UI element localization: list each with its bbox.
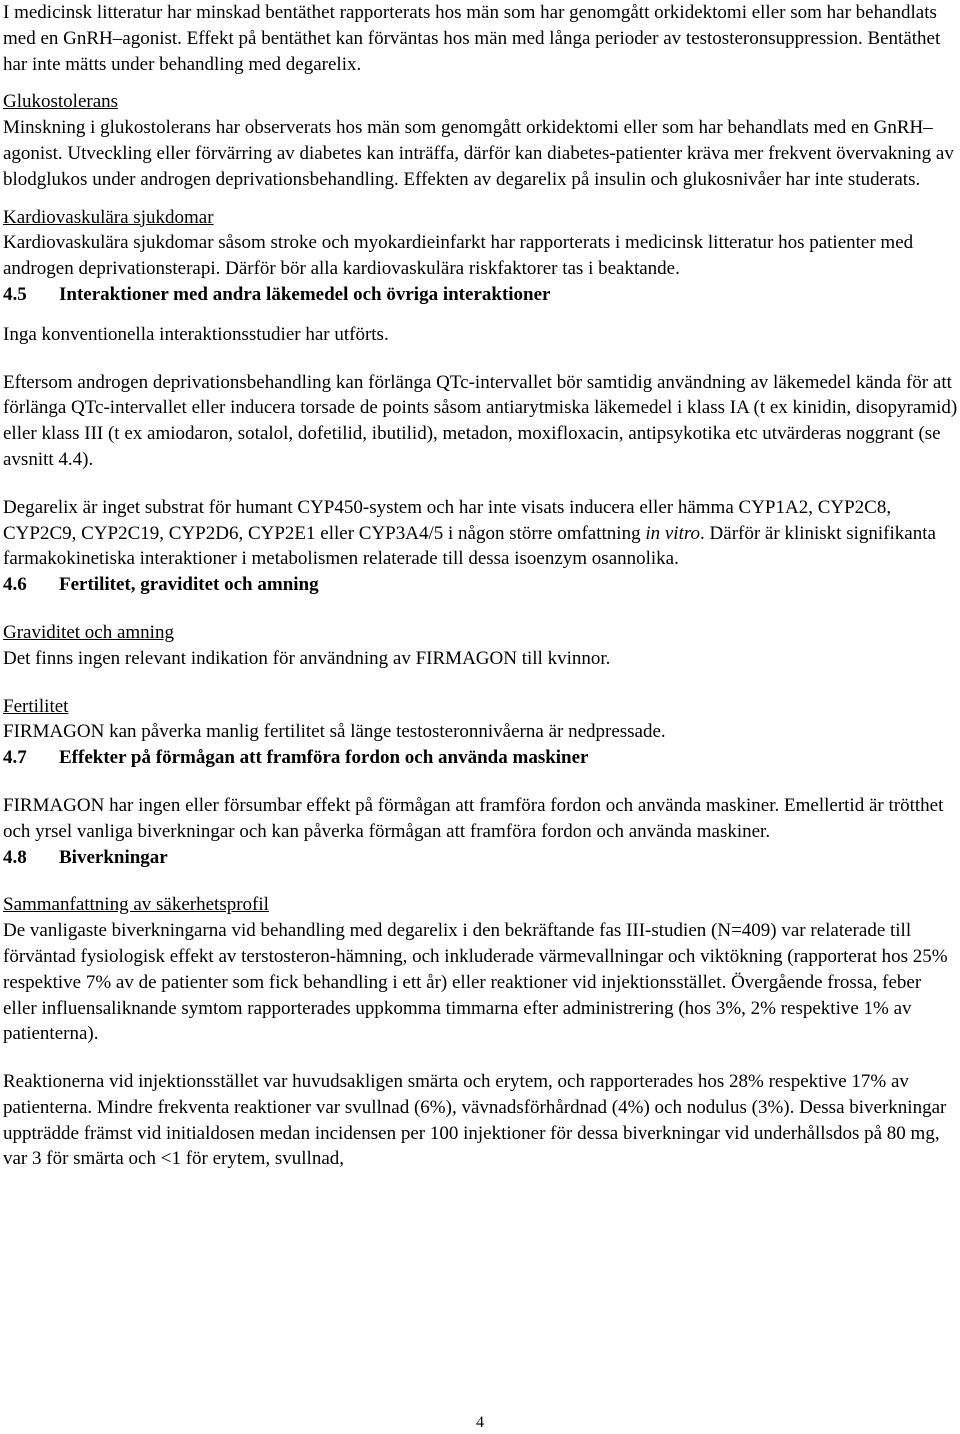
s46-subheading-fertility: Fertilitet xyxy=(3,695,69,717)
section-4-6-number: 4.6 xyxy=(3,574,27,596)
s46-fertility-text: FIRMAGON kan påverka manlig fertilitet så länge testosteronnivåerna är nedpressade. xyxy=(3,721,666,743)
s45-p3-text-b: . Därför är kliniskt signifikanta farmakokinetiska interaktioner i metabolismen relaterade till dessa isoenzym osannolika. xyxy=(3,522,936,570)
s48-subheading-safety: Sammanfattning av säkerhetsprofil xyxy=(3,894,269,916)
section-4-7-number: 4.7 xyxy=(3,747,27,769)
s45-paragraph-1: Inga konventionella interaktionsstudier har utförts. xyxy=(3,323,389,345)
section-4-8-heading xyxy=(3,845,958,871)
s46-pregnancy-text: Det finns ingen relevant indikation för användning av FIRMAGON till kvinnor. xyxy=(3,647,611,669)
s45-p3-text-a: Degarelix är inget substrat för humant CYP450-system och har inte visats inducera eller hämma CYP1A2, CYP2C8, CYP2C9, CYP2C19, CYP2D6, CYP2E1 eller CYP3A4/5 i någon större omfattning xyxy=(3,496,892,544)
s45-paragraph-3 xyxy=(3,495,958,572)
section-4-6-heading xyxy=(3,572,958,598)
section-4-8-title: Biverkningar xyxy=(59,846,168,868)
s48-paragraph-1: De vanligaste biverkningarna vid behandling med degarelix i den bekräftande fas III-studien (N=409) var relaterade till förväntad fysiologisk effekt av terstosteron-hämning, och inkluderade värmevallningar och viktökning (rapporterat hos 25% respektive 7% av de patienter som fick behandling i ett år) eller reaktioner vid injektionsstället. Övergående frossa, feber eller influensaliknande symtom rapporterades uppkomma timmarna efter administrering (hos 3%, 2% respektive 1% av patienterna). xyxy=(3,920,948,1045)
section-4-5-title: Interaktioner med andra läkemedel och övriga interaktioner xyxy=(59,283,551,305)
cardio-subheading: Kardiovaskulära sjukdomar xyxy=(3,206,214,228)
glucose-subheading: Glukostolerans xyxy=(3,91,119,113)
cardio-paragraph: Kardiovaskulära sjukdomar såsom stroke och myokardieinfarkt har rapporterats i medicinsk litteratur hos patienter med androgen deprivationsterapi. Därför bör alla kardiovaskulära riskfaktorer tas i beaktande. xyxy=(3,232,914,280)
section-4-7-title: Effekter på förmågan att framföra fordon och använda maskiner xyxy=(59,747,589,769)
section-4-5-number: 4.5 xyxy=(3,283,27,305)
document-page xyxy=(3,0,958,1172)
s46-subheading-pregnancy: Graviditet och amning xyxy=(3,621,174,643)
glucose-paragraph: Minskning i glukostolerans har observerats hos män som genomgått orkidektomi eller som har behandlats med en GnRH–agonist. Utveckling eller förvärring av diabetes kan inträffa, därför kan diabetes-patienter kräva mer frekvent övervakning av blodglukos under androgen deprivationsbehandling. Effekten av degarelix på insulin och glukosnivåer har inte studerats. xyxy=(3,117,954,190)
s48-paragraph-2: Reaktionerna vid injektionsstället var huvudsakligen smärta och erytem, och rapporterades hos 28% respektive 17% av patienterna. Mindre frekventa reaktioner var svullnad (6%), vävnadsförhårdnad (4%) och nodulus (3%). Dessa biverkningar uppträdde främst vid initialdosen medan incidensen per 100 injektioner för dessa biverkningar vid underhållsdos på 80 mg, var 3 för smärta och <1 för erytem, svullnad, xyxy=(3,1071,947,1170)
page-number: 4 xyxy=(476,1414,484,1431)
section-4-8-number: 4.8 xyxy=(3,846,27,868)
section-4-7-heading xyxy=(3,745,958,771)
s45-p3-italic: in vitro xyxy=(645,522,701,544)
section-4-5-heading xyxy=(3,282,958,308)
intro-paragraph: I medicinsk litteratur har minskad bentäthet rapporterats hos män som har genomgått orkidektomi eller som har behandlats med en GnRH–agonist. Effekt på bentäthet kan förväntas hos män med långa perioder av testosteronsuppression. Bentäthet har inte mätts under behandling med degarelix. xyxy=(3,2,941,75)
s45-paragraph-2: Eftersom androgen deprivationsbehandling kan förlänga QTc-intervallet bör samtidig användning av läkemedel kända för att förlänga QTc-intervallet eller inducera torsade de points såsom antiarytmiska läkemedel i klass IA (t ex kinidin, disopyramid) eller klass III (t ex amiodaron, sotalol, dofetilid, ibutilid), metadon, moxifloxacin, antipsykotika etc utvärderas noggrant (se avsnitt 4.4). xyxy=(3,371,958,470)
section-4-6-title: Fertilitet, graviditet och amning xyxy=(59,574,319,596)
s47-paragraph-1: FIRMAGON har ingen eller försumbar effekt på förmågan att framföra fordon och använda maskiner. Emellertid är trötthet och yrsel vanliga biverkningar och kan påverka förmågan att framföra fordon och använda maskiner. xyxy=(3,794,944,842)
